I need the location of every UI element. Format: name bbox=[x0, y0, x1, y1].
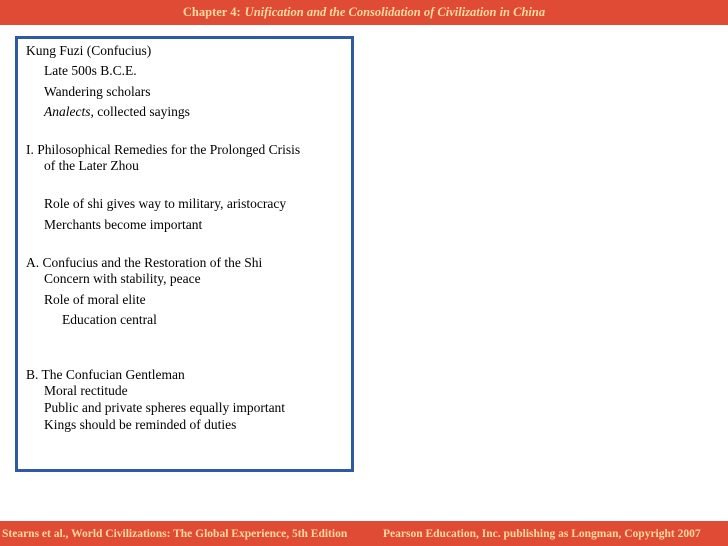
kung-fuzi-title: Kung Fuzi (Confucius) bbox=[26, 43, 152, 58]
outline-box bbox=[15, 36, 354, 472]
slide-footer bbox=[0, 521, 728, 546]
chapter-title: Unification and the Consolidation of Civilization in China bbox=[244, 5, 546, 19]
section-1-item-1: Role of shi gives way to military, aristocracy bbox=[44, 196, 287, 211]
section-b-item-2: Public and private spheres equally important bbox=[44, 400, 286, 415]
section-a-heading: A. Confucius and the Restoration of the Shi bbox=[26, 255, 263, 270]
section-1-item-2: Merchants become important bbox=[44, 217, 203, 232]
section-b-item-3: Kings should be reminded of duties bbox=[44, 417, 237, 432]
section-b-item-1: Moral rectitude bbox=[44, 383, 128, 398]
section-a-subitem: Education central bbox=[62, 312, 157, 327]
section-1-heading-line1: I. Philosophical Remedies for the Prolonged Crisis bbox=[26, 142, 301, 157]
section-a-item-1: Concern with stability, peace bbox=[44, 271, 201, 286]
analects-title: Analects bbox=[44, 104, 91, 119]
footer-citation: Stearns et al., World Civilizations: The Global Experience, 5th Edition bbox=[2, 527, 348, 540]
analects-description: , collected sayings bbox=[90, 104, 190, 119]
kung-fuzi-item-1: Late 500s B.C.E. bbox=[44, 63, 137, 78]
kung-fuzi-item-3 bbox=[44, 104, 190, 120]
section-1-heading-line2: of the Later Zhou bbox=[44, 158, 139, 173]
section-a-item-2: Role of moral elite bbox=[44, 292, 146, 307]
kung-fuzi-item-2: Wandering scholars bbox=[44, 84, 151, 99]
footer-copyright: Pearson Education, Inc. publishing as Longman, Copyright 2007 bbox=[383, 527, 701, 540]
section-b-heading: B. The Confucian Gentleman bbox=[26, 367, 185, 382]
slide-header bbox=[0, 0, 728, 25]
chapter-label: Chapter 4: bbox=[182, 5, 241, 19]
